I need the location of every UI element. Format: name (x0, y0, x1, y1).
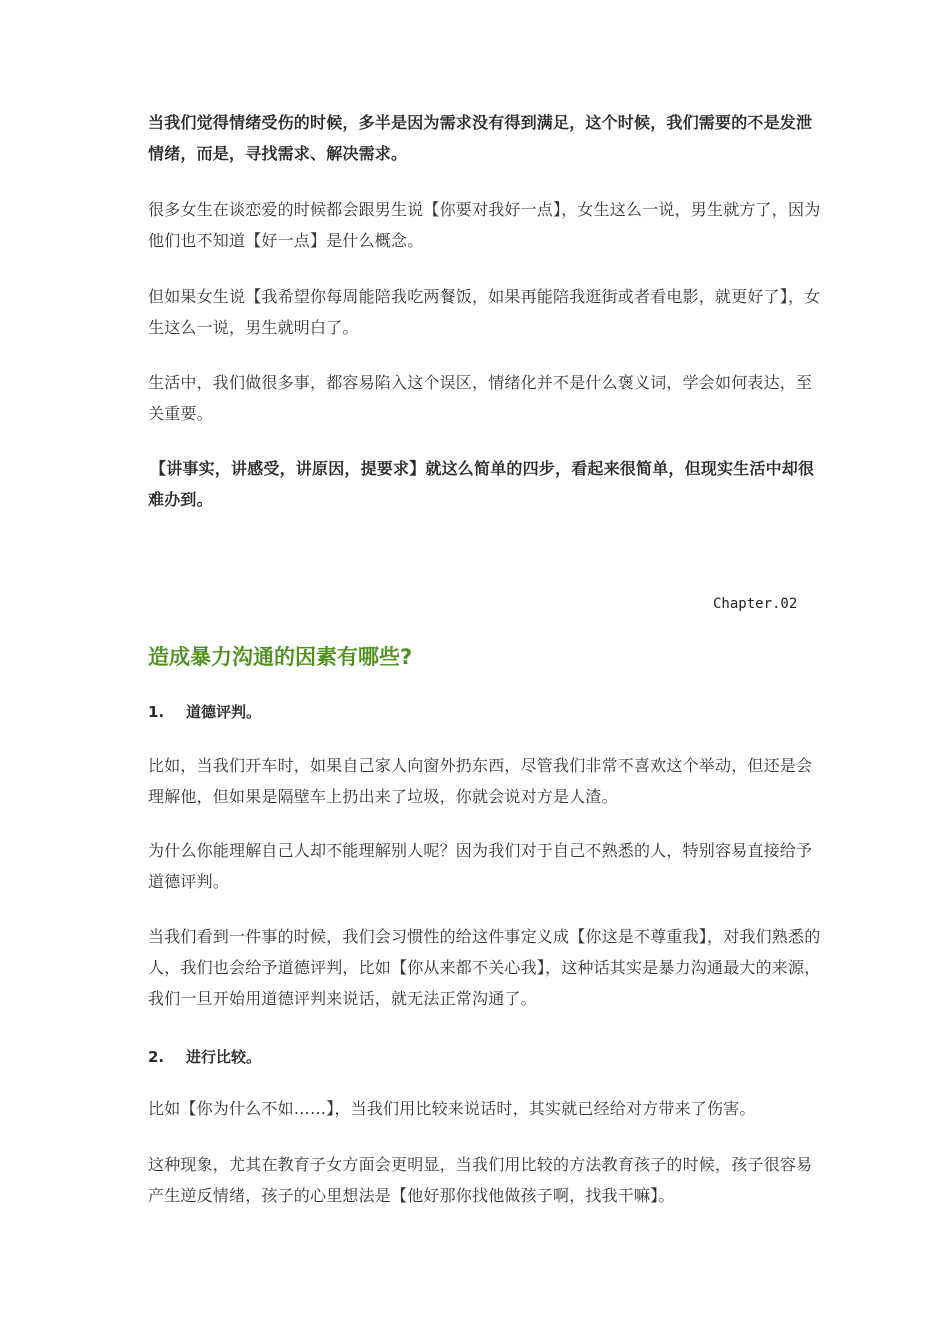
list-item-number: 2. (148, 1048, 165, 1066)
list-item-heading (148, 699, 261, 725)
paragraph-car-example: 比如，当我们开车时，如果自己家人向窗外扔东西，尽管我们非常不喜欢这个举动，但还是会理解他，但如果是隔壁车上扔出来了垃圾，你就会说对方是人渣。 (148, 756, 813, 806)
paragraph-be-nicer-example: 很多女生在谈恋爱的时候都会跟男生说【你要对我好一点】，女生这么一说，男生就方了，因为他们也不知道【好一点】是什么概念。 (148, 200, 821, 250)
paragraph-comparison-example: 比如【你为什么不如……】，当我们用比较来说话时，其实就已经给对方带来了伤害。 (148, 1099, 756, 1118)
paragraph-parenting-comparison: 这种现象，尤其在教育子女方面会更明显，当我们用比较的方法教育孩子的时候，孩子很容易产生逆反情绪，孩子的心里想法是【他好那你找他做孩子啊，找我干嘛】。 (148, 1155, 813, 1205)
section-heading: 造成暴力沟通的因素有哪些? (148, 645, 413, 669)
list-item-heading (148, 1044, 261, 1070)
paragraph-judging-strangers: 为什么你能理解自己人却不能理解别人呢？因为我们对于自己不熟悉的人，特别容易直接给予道德评判。 (148, 841, 813, 891)
paragraph-moral-judgment-source: 当我们看到一件事的时候，我们会习惯性的给这件事定义成【你这是不尊重我】，对我们熟悉的人，我们也会给予道德评判，比如【你从来都不关心我】，这种话其实是暴力沟通最大的来源，我们一旦开始用道德评判来说话，就无法正常沟通了。 (148, 927, 821, 1008)
list-item-title: 进行比较。 (186, 1048, 262, 1066)
paragraph-four-steps: 【讲事实，讲感受，讲原因，提要求】就这么简单的四步，看起来很简单，但现实生活中却很难办到。 (148, 459, 815, 509)
paragraph-emotion-needs: 当我们觉得情绪受伤的时候，多半是因为需求没有得到满足，这个时候，我们需要的不是发泄情绪，而是，寻找需求、解决需求。 (148, 113, 813, 163)
paragraph-specific-request-example: 但如果女生说【我希望你每周能陪我吃两餐饭，如果再能陪我逛街或者看电影，就更好了】，女生这么一说，男生就明白了。 (148, 287, 821, 337)
chapter-label: Chapter.02 (713, 596, 798, 612)
list-item-title: 道德评判。 (186, 703, 262, 721)
paragraph-emotional-pitfall: 生活中，我们做很多事，都容易陷入这个误区，情绪化并不是什么褒义词，学会如何表达，至关重要。 (148, 373, 813, 423)
list-item-number: 1. (148, 703, 165, 721)
